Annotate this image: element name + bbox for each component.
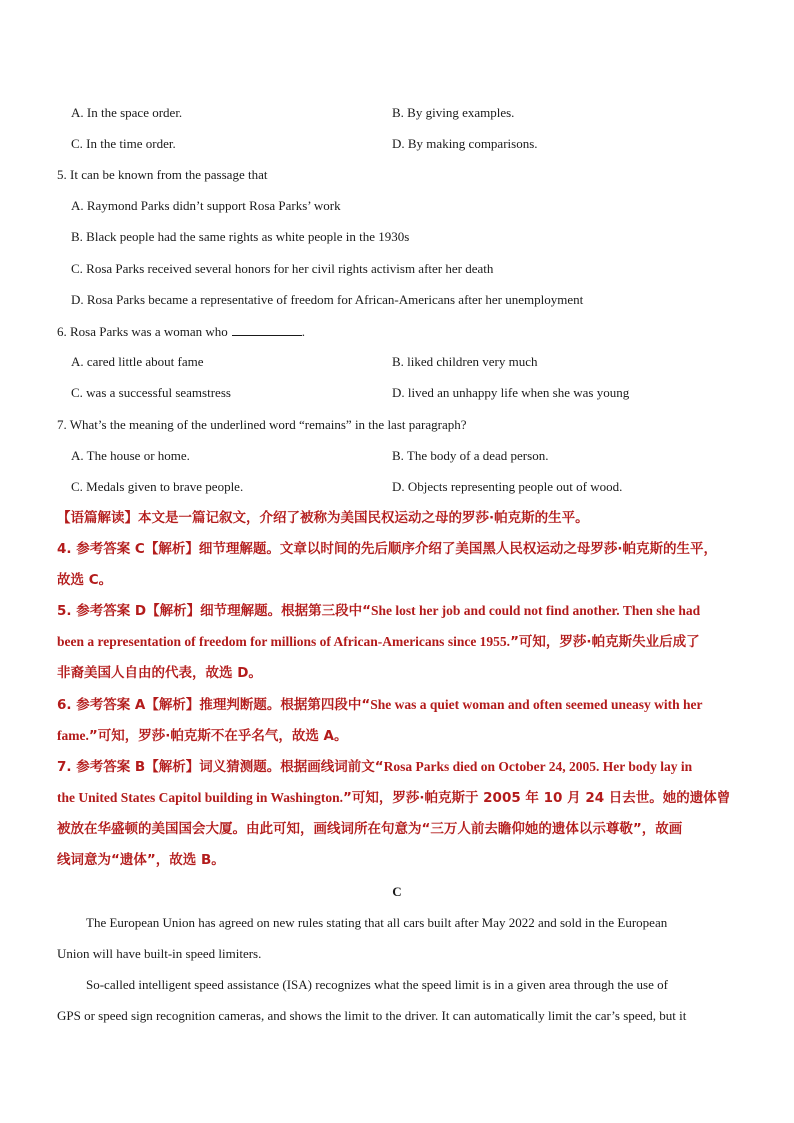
q6-option-c: C. was a successful seamstress [71, 385, 231, 400]
q6-option-b: B. liked children very much [392, 354, 538, 369]
answer-4-line-1: 4. 参考答案 C【解析】细节理解题。文章以时间的先后顺序介绍了美国黑人民权运动之母罗莎·帕克斯的生平， [57, 541, 717, 557]
answer-6-line-1 [57, 697, 737, 713]
answer-5-line-1 [57, 603, 737, 619]
q5-option-a: A. Raymond Parks didn’t support Rosa Parks’ work [71, 198, 341, 213]
answer-6-line-2 [57, 728, 737, 744]
q4-option-a: A. In the space order. [71, 105, 183, 120]
paragraph-2-line-2: GPS or speed sign recognition cameras, and shows the limit to the driver. It can automatically limit the car’s speed, but it [57, 1008, 687, 1023]
answer-6-explanation: ”可知，罗莎·帕克斯不在乎名气，故选 A。 [88, 728, 348, 744]
answer-4-line-2: 故选 C。 [57, 572, 113, 588]
q6-stem: 6. Rosa Parks was a woman who . [57, 324, 306, 339]
q6-option-d: D. lived an unhappy life when she was young [392, 385, 630, 400]
section-title: C [392, 884, 402, 899]
answer-7-line-1 [57, 759, 737, 775]
answer-blank [232, 323, 302, 336]
q5-option-b: B. Black people had the same rights as white people in the 1930s [71, 229, 410, 244]
q6-stem-text: 6. Rosa Parks was a woman who [57, 324, 228, 339]
answer-5-line-2 [57, 634, 737, 650]
q7-option-d: D. Objects representing people out of wood. [392, 479, 623, 494]
answer-7-line-3: 被放在华盛顿的美国国会大厦。由此可知，画线词所在句意为“三万人前去瞻仰她的遗体以示尊敬”，故画 [57, 821, 683, 837]
answer-5-label: 5. 参考答案 D【解析】细节理解题。根据第三段中“ [57, 603, 371, 619]
q4-option-d: D. By making comparisons. [392, 136, 538, 151]
paragraph-1-line-2: Union will have built-in speed limiters. [57, 946, 262, 961]
answer-5-quote-1: She lost her job and could not find another. Then she had [371, 603, 701, 618]
q7-stem: 7. What’s the meaning of the underlined word “remains” in the last paragraph? [57, 417, 467, 432]
answer-6-label: 6. 参考答案 A【解析】推理判断题。根据第四段中“ [57, 697, 371, 713]
q5-stem: 5. It can be known from the passage that [57, 167, 268, 182]
answer-6-quote-2: fame. [57, 728, 89, 743]
answer-5-explanation: ”可知，罗莎·帕克斯失业后成了 [510, 634, 700, 650]
paragraph-1-line-1: The European Union has agreed on new rules stating that all cars built after May 2022 and sold in the European [86, 915, 668, 930]
q7-option-b: B. The body of a dead person. [392, 448, 549, 463]
paragraph-2-line-1: So-called intelligent speed assistance (ISA) recognizes what the speed limit is in a given area through the use of [86, 977, 668, 992]
answer-7-explanation: ”可知，罗莎·帕克斯于 2005 年 10 月 24 日去世。她的遗体曾 [342, 790, 731, 806]
answer-7-line-4: 线词意为“遗体”，故选 B。 [57, 852, 225, 868]
q7-option-c: C. Medals given to brave people. [71, 479, 244, 494]
q4-option-c: C. In the time order. [71, 136, 176, 151]
answer-7-label: 7. 参考答案 B【解析】词义猜测题。根据画线词前文“ [57, 759, 384, 775]
answer-7-quote-2: the United States Capitol building in Washington. [57, 790, 343, 805]
answer-5-line-3: 非裔美国人自由的代表，故选 D。 [57, 665, 262, 681]
q5-option-d: D. Rosa Parks became a representative of freedom for African-Americans after her unemployment [71, 292, 584, 307]
answer-5-quote-2: been a representation of freedom for millions of African-Americans since 1955. [57, 634, 511, 649]
answer-6-quote-1: She was a quiet woman and often seemed uneasy with her [370, 697, 703, 712]
q7-option-a: A. The house or home. [71, 448, 190, 463]
q4-option-b: B. By giving examples. [392, 105, 515, 120]
q6-option-a: A. cared little about fame [71, 354, 204, 369]
passage-overview: 【语篇解读】本文是一篇记叙文，介绍了被称为美国民权运动之母的罗莎·帕克斯的生平。 [57, 510, 589, 526]
answer-7-quote-1: Rosa Parks died on October 24, 2005. Her body lay in [383, 759, 693, 774]
answer-7-line-2 [57, 790, 737, 806]
q5-option-c: C. Rosa Parks received several honors for her civil rights activism after her death [71, 261, 494, 276]
